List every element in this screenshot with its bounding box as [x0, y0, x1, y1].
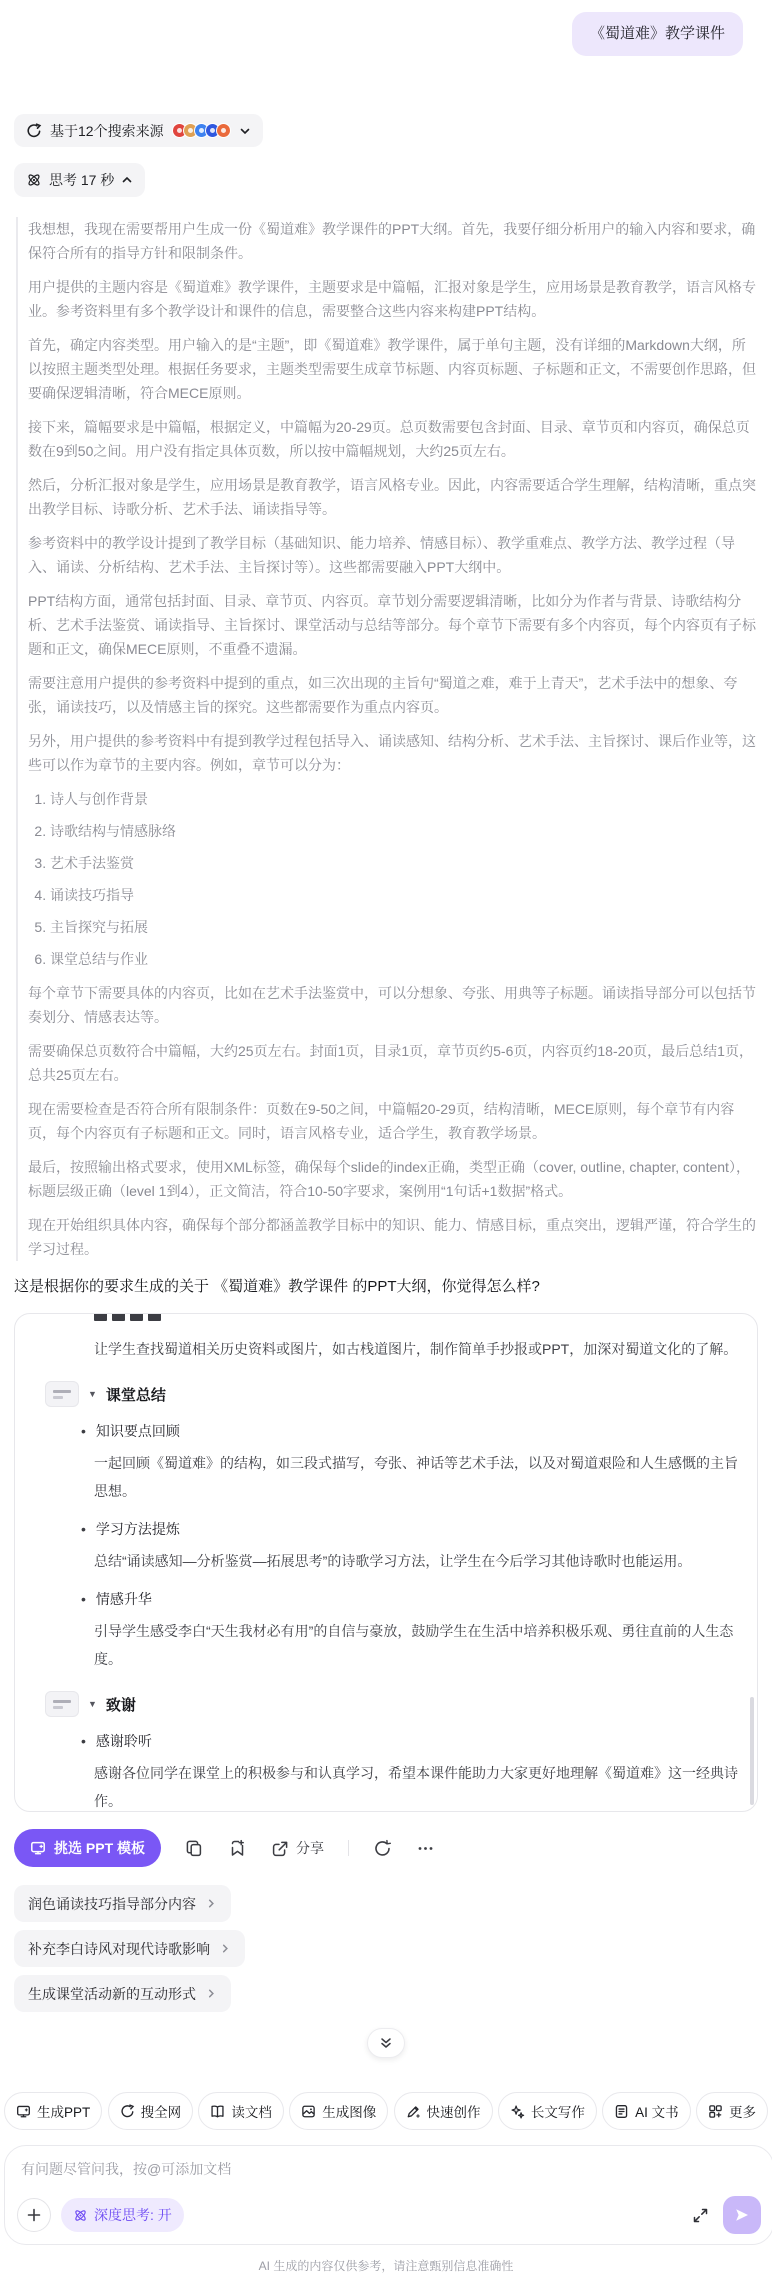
list-item: 1. 诗人与创作背景	[50, 787, 758, 811]
outline-body-text: 感谢各位同学在课堂上的积极参与和认真学习，希望本课件能助力大家更好地理解《蜀道难》这一经典诗作。	[94, 1765, 738, 1809]
suggestion-label: 生成课堂活动新的互动形式	[28, 1985, 196, 2002]
chevron-down-icon	[239, 125, 251, 137]
outline-body-text: 让学生查找蜀道相关历史资料或图片，如古栈道图片，制作简单手抄报或PPT，加深对蜀道文化的了解。	[94, 1341, 738, 1357]
chevron-right-icon	[206, 1988, 217, 1999]
thinking-paragraph: 需要注意用户提供的参考资料中提到的重点，如三次出现的主旨句“蜀道之难，难于上青天”，艺术手法中的想象、夸张，诵读技巧，以及情感主旨的探究。这些都需要作为重点内容页。	[28, 675, 738, 715]
suggestion-label: 润色诵读技巧指导部分内容	[28, 1895, 196, 1912]
source-favicon-5	[216, 123, 231, 138]
composer-controls	[17, 2196, 761, 2234]
thinking-paragraph: 现在需要检查是否符合所有限制条件：页数在9-50之间，中篇幅20-29页，结构清晰，MECE原则，每个章节有内容页，每个内容页有子标题和正文。同时，语言风格专业，适合学生，教育教学场景。	[28, 1101, 735, 1141]
ai-disclaimer: AI 生成的内容仅供参考，请注意甄别信息准确性	[258, 2259, 514, 2273]
ellipsis-icon	[416, 1839, 435, 1858]
thinking-paragraph: 最后，按照输出格式要求，使用XML标签，确保每个slide的index正确，类型正确（cover, outline, chapter, content），标题层级正确（level 1到4），正文简洁，符合10-50字要求，案例用“1句话+1数据”格式。	[28, 1159, 750, 1199]
share-button[interactable]	[271, 1838, 324, 1858]
thinking-paragraph: 另外，用户提供的参考资料中有提到教学过程包括导入、诵读感知、结构分析、艺术手法、主旨探讨、课后作业等，这些可以作为章节的主要内容。例如，章节可以分为：	[28, 733, 756, 773]
ppt-template-icon	[30, 1840, 46, 1856]
thinking-paragraph: 我想想，我现在需要帮用户生成一份《蜀道难》教学课件的PPT大纲。首先，我要仔细分析用户的输入内容和要求，确保符合所有的指导方针和限制条件。	[28, 221, 756, 261]
expand-icon	[692, 2207, 709, 2224]
user-message-row	[14, 12, 743, 56]
tool-label: AI 文书	[635, 2105, 679, 2120]
thinking-paragraph: PPT结构方面，通常包括封面、目录、章节页、内容页。章节划分需要逻辑清晰，比如分为作者与背景、诗歌结构分析、艺术手法鉴赏、诵读指导、主旨探讨、课堂活动与总结等部分。每个章节下需要有多个内容页，每个内容页有子标题和正文，确保MECE原则，不重叠不遗漏。	[28, 593, 756, 657]
bookmark-plus-icon	[228, 1839, 247, 1858]
tool-ai-docs[interactable]	[602, 2092, 691, 2130]
collapse-triangle-icon[interactable]: ▼	[88, 1699, 97, 1709]
attach-button[interactable]	[17, 2198, 51, 2232]
search-sources-pill[interactable]	[14, 114, 263, 147]
thinking-label: 思考 17 秒	[49, 172, 115, 188]
copy-button[interactable]	[185, 1839, 204, 1858]
more-actions-button[interactable]	[416, 1839, 435, 1858]
tool-more[interactable]	[696, 2092, 768, 2130]
outline-section-header[interactable]	[45, 1691, 739, 1717]
bullet-dot: •	[81, 1521, 86, 1537]
atom-icon	[26, 172, 42, 188]
outline-subtitle: 学习方法提炼	[95, 1521, 180, 1537]
message-composer[interactable]	[4, 2145, 772, 2245]
list-item: 2. 诗歌结构与情感脉络	[50, 819, 758, 843]
reply-intro: 这是根据你的要求生成的关于 《蜀道难》教学课件 的PPT大纲，你觉得怎么样?	[14, 1278, 540, 1295]
slide-thumbnail-icon	[45, 1381, 79, 1407]
ai-doc-icon	[614, 2104, 629, 2119]
outline-section-title: 课堂总结	[105, 1386, 166, 1404]
tool-label: 读文档	[231, 2105, 272, 2120]
chevron-right-icon	[206, 1898, 217, 1909]
pick-ppt-template-button[interactable]	[14, 1829, 161, 1867]
grid-more-icon	[708, 2104, 723, 2119]
source-favicons	[172, 123, 231, 138]
bullet-dot: •	[81, 1591, 86, 1607]
list-item: 4. 诵读技巧指导	[50, 883, 758, 907]
image-icon	[301, 2104, 316, 2119]
outline-subtitle: 感谢聆听	[95, 1733, 152, 1749]
thinking-paragraph: 然后，分析汇报对象是学生，应用场景是教育教学，语言风格专业。因此，内容需要适合学生理解，结构清晰，重点突出教学目标、诗歌分析、艺术手法、诵读指导等。	[28, 477, 756, 517]
thinking-paragraph: 参考资料中的教学设计提到了教学目标（基础知识、能力培养、情感目标）、教学重难点、教学方法、教学过程（导入、诵读、分析结构、艺术手法、主旨探讨等）。这些都需要融入PPT大纲中。	[28, 535, 735, 575]
atom-icon	[73, 2208, 88, 2223]
tool-generate-image[interactable]	[289, 2092, 388, 2130]
tool-search-web[interactable]	[108, 2092, 194, 2130]
collapse-triangle-icon[interactable]: ▼	[88, 1389, 97, 1399]
thinking-chapter-list	[28, 787, 758, 971]
thinking-paragraph: 每个章节下需要具体的内容页，比如在艺术手法鉴赏中，可以分想象、夸张、用典等子标题。诵读指导部分可以包括节奏划分、情感表达等。	[28, 985, 756, 1025]
sparkle-icon	[510, 2104, 525, 2119]
thinking-paragraph: 首先，确定内容类型。用户输入的是“主题”，即《蜀道难》教学课件，属于单句主题，没有详细的Markdown大纲，所以按照主题类型处理。根据任务要求，主题类型需要生成章节标题、内容页标题、子标题和正文，不需要创作思路，但要确保逻辑清晰，符合MECE原则。	[28, 337, 756, 401]
tool-quick-create[interactable]	[394, 2092, 493, 2130]
thinking-paragraph: 用户提供的主题内容是《蜀道难》教学课件，主题要求是中篇幅，汇报对象是学生，应用场景是教育教学，语言风格专业。参考资料里有多个教学设计和课件的信息，需要整合这些内容来构建PPT结构。	[28, 279, 756, 319]
tool-label: 快速创作	[426, 2105, 481, 2120]
plus-icon	[26, 2207, 42, 2223]
chevron-up-icon	[121, 174, 133, 186]
search-icon	[26, 123, 42, 139]
list-item: 6. 课堂总结与作业	[50, 947, 758, 971]
tool-label: 更多	[728, 2105, 756, 2120]
suggestion-chips	[14, 1885, 758, 2012]
composer-right-controls	[692, 2196, 761, 2234]
outline-bullet	[81, 1421, 739, 1441]
share-icon	[271, 1839, 290, 1858]
slide-thumbnail-icon	[45, 1691, 79, 1717]
suggestion-chip[interactable]	[14, 1885, 231, 1922]
outline-subtitle: 知识要点回顾	[95, 1423, 180, 1439]
outline-bullet	[81, 1519, 739, 1539]
thinking-content	[16, 217, 758, 1261]
send-button[interactable]	[723, 2196, 761, 2234]
suggestion-label: 补充李白诗风对现代诗歌影响	[28, 1940, 210, 1957]
share-label: 分享	[296, 1840, 325, 1856]
copy-icon	[185, 1839, 204, 1858]
deep-think-label: 深度思考: 开	[94, 2207, 172, 2223]
save-to-favorites-button[interactable]	[228, 1839, 247, 1858]
document-icon	[210, 2104, 225, 2119]
clipped-text-sliver	[94, 1314, 739, 1321]
refresh-icon	[373, 1839, 392, 1858]
thinking-paragraph: 需要确保总页数符合中篇幅，大约25页左右。封面1页，目录1页，章节页约5-6页，内容页约18-20页，最后总结1页，总共25页左右。	[28, 1043, 753, 1083]
tool-label: 生成图像	[322, 2105, 377, 2120]
tool-label: 搜全网	[140, 2105, 182, 2120]
thinking-paragraph: 接下来，篇幅要求是中篇幅，根据定义，中篇幅为20-29页。总页数需要包含封面、目录、章节页和内容页，确保总页数在9到50之间。用户没有指定具体页数，所以按中篇幅规划，大约25页左右。	[28, 419, 750, 459]
panel-scrollbar[interactable]	[750, 1697, 754, 1805]
outline-subtitle: 情感升华	[95, 1591, 152, 1607]
chat-input[interactable]	[21, 2159, 757, 2199]
double-chevron-down-icon	[379, 2036, 393, 2050]
outline-body-text: 总结“诵读感知—分析鉴赏—拓展思考”的诗歌学习方法，让学生在今后学习其他诗歌时也能运用。	[94, 1553, 692, 1569]
ppt-outline-panel[interactable]	[14, 1313, 758, 1812]
tool-long-writing[interactable]	[498, 2092, 597, 2130]
divider	[348, 1840, 349, 1856]
ppt-icon	[16, 2104, 31, 2119]
outline-bullet	[81, 1589, 739, 1609]
tool-read-doc[interactable]	[198, 2092, 284, 2130]
regenerate-button[interactable]	[373, 1839, 392, 1858]
suggestion-chip[interactable]	[14, 1930, 245, 1967]
outline-section-header[interactable]	[45, 1381, 739, 1407]
bullet-dot: •	[81, 1733, 86, 1749]
search-sources-label: 基于12个搜索来源	[50, 122, 164, 139]
outline-body-text: 引导学生感受李白“天生我材必有用”的自信与豪放，鼓励学生在生活中培养积极乐观、勇往直前的人生态度。	[94, 1623, 734, 1667]
pen-icon	[406, 2104, 421, 2119]
bullet-dot: •	[81, 1423, 86, 1439]
outline-section-title: 致谢	[105, 1696, 136, 1714]
send-icon	[734, 2207, 750, 2223]
thinking-paragraph: 现在开始组织具体内容，确保每个部分都涵盖教学目标中的知识、能力、情感目标，重点突出，逻辑严谨，符合学生的学习过程。	[28, 1217, 756, 1257]
scroll-to-bottom-button[interactable]	[367, 2028, 405, 2058]
search-icon	[120, 2104, 135, 2119]
outline-body-text: 一起回顾《蜀道难》的结构，如三段式描写，夸张、神话等艺术手法，以及对蜀道艰险和人生感慨的主旨思想。	[94, 1455, 738, 1499]
deep-think-toggle[interactable]	[61, 2198, 184, 2232]
skills-toolbar	[4, 2092, 768, 2130]
list-item: 5. 主旨探究与拓展	[50, 915, 758, 939]
expand-input-button[interactable]	[692, 2207, 709, 2224]
thinking-toggle[interactable]	[14, 163, 145, 197]
tool-label: 长文写作	[530, 2105, 585, 2120]
list-item: 3. 艺术手法鉴赏	[50, 851, 758, 875]
pick-ppt-template-label: 挑选 PPT 模板	[54, 1840, 146, 1856]
tool-generate-ppt[interactable]	[4, 2092, 102, 2130]
user-message-bubble: 《蜀道难》教学课件	[572, 12, 743, 56]
outline-bullet	[81, 1731, 739, 1751]
message-actions	[14, 1829, 758, 1867]
chevron-right-icon	[220, 1943, 231, 1954]
suggestion-chip[interactable]	[14, 1975, 231, 2012]
tool-label: 生成PPT	[37, 2105, 91, 2120]
